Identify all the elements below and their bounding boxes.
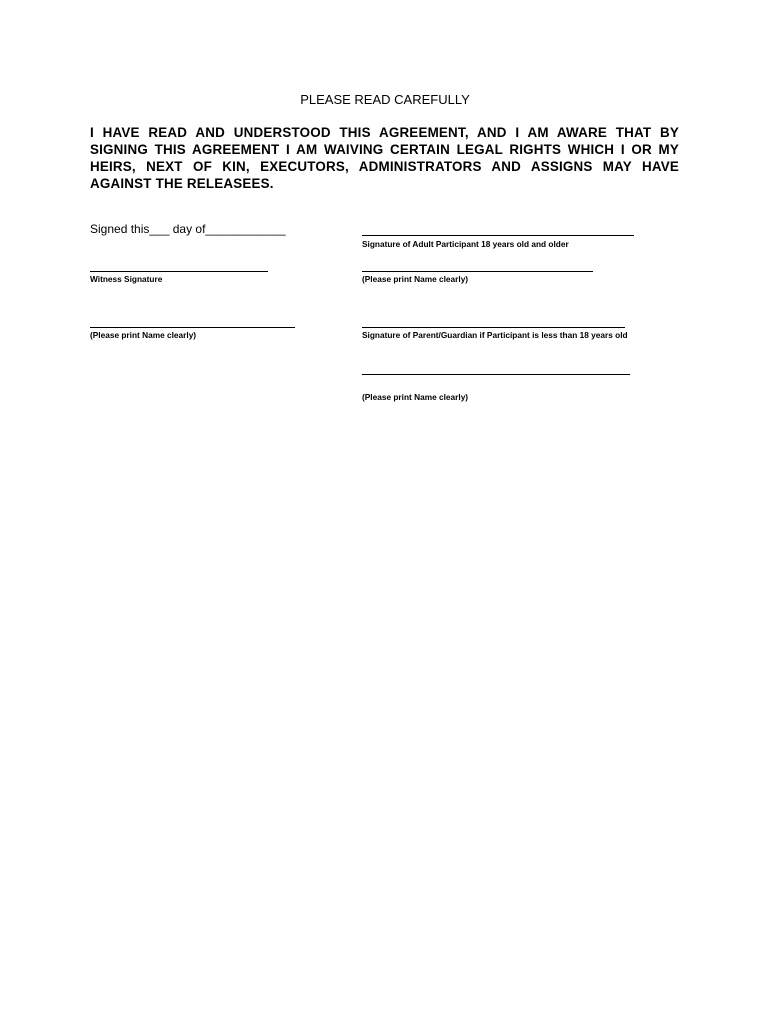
adult-signature-line[interactable] xyxy=(362,235,634,236)
witness-print-name-line[interactable] xyxy=(90,327,295,328)
guardian-signature-line[interactable] xyxy=(362,327,625,328)
signed-date-field[interactable]: Signed this___ day of____________ xyxy=(90,222,286,236)
guardian-print-name-line[interactable] xyxy=(362,374,630,375)
adult-print-name-line[interactable] xyxy=(362,271,593,272)
witness-signature-label: Witness Signature xyxy=(90,274,163,284)
acknowledgement-statement: I HAVE READ AND UNDERSTOOD THIS AGREEMENT, AND I AM AWARE THAT BY SIGNING THIS AGREEMENT I AM WAIVING CERTAIN LEGAL RIGHTS WHICH I OR MY HEIRS, NEXT OF KIN, EXECUTORS, ADMINISTRATORS AND ASSIGNS MAY HAVE AGAINST THE RELEASEES. xyxy=(90,125,679,191)
guardian-signature-label: Signature of Parent/Guardian if Participant is less than 18 years old xyxy=(362,330,628,340)
witness-signature-line[interactable] xyxy=(90,271,268,272)
guardian-print-name-label: (Please print Name clearly) xyxy=(362,392,469,402)
witness-print-name-label: (Please print Name clearly) xyxy=(90,330,197,340)
adult-signature-label: Signature of Adult Participant 18 years old and older xyxy=(362,239,569,249)
adult-print-name-label: (Please print Name clearly) xyxy=(362,274,469,284)
page-title: PLEASE READ CAREFULLY xyxy=(300,92,470,107)
